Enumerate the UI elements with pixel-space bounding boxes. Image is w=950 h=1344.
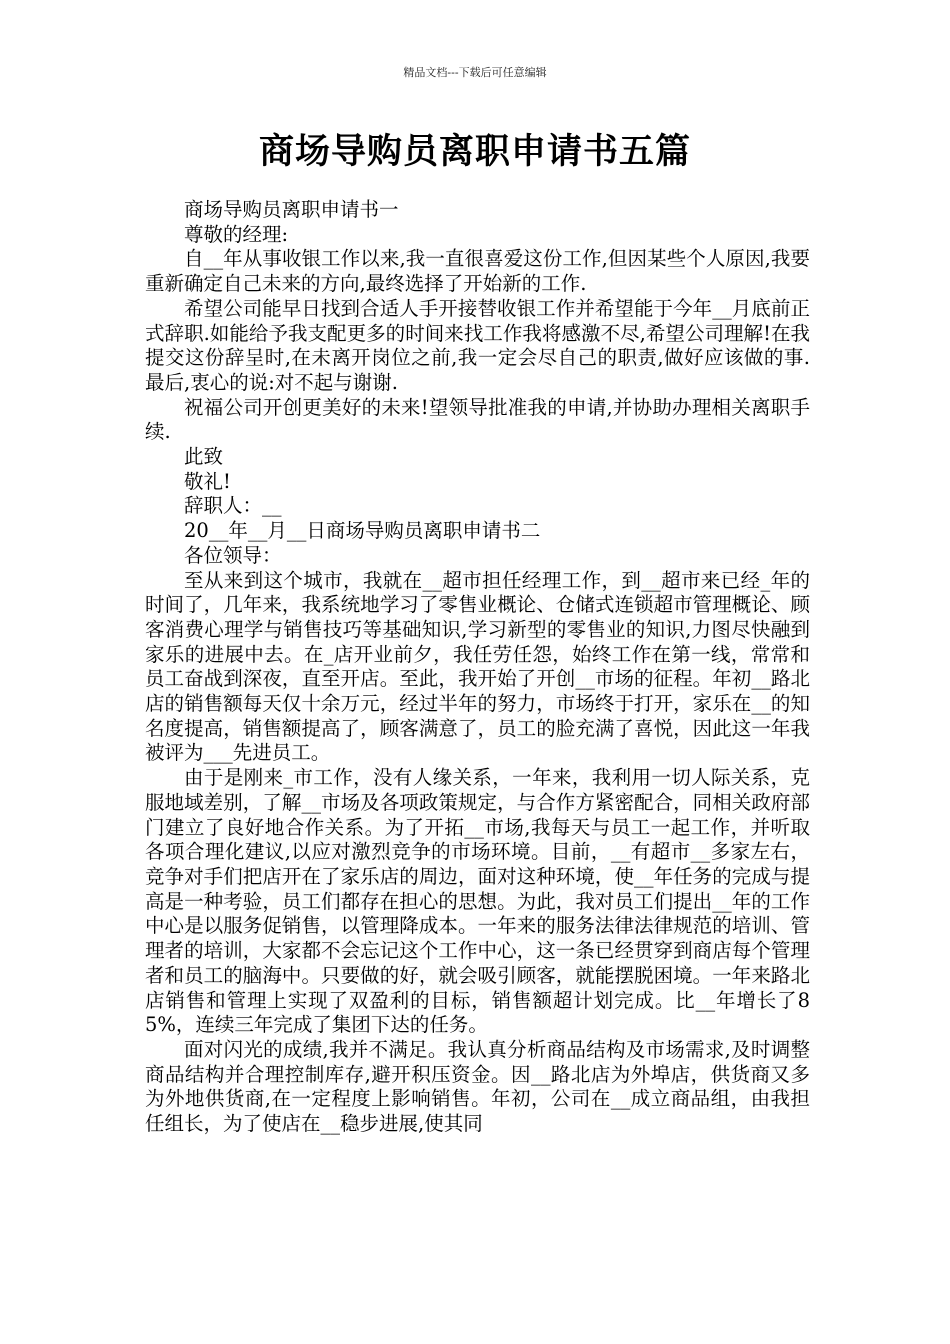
salutation-1: 尊敬的经理: <box>184 222 289 246</box>
paragraph: 面对闪光的成绩,我并不满足。我认真分析商品结构及市场需求,及时调整商品结构并合理控制库存,避开积压资金。因__路北店为外埠店，供货商又多为外地供货商,在一定程度上影响销售。年初，公司在__成立商品组，由我担任组长，为了使店在__稳步进展,使其同 <box>145 1037 810 1136</box>
document-body <box>145 198 810 1137</box>
section-heading-1: 商场导购员离职申请书一 <box>184 198 399 221</box>
paragraph: 希望公司能早日找到合适人手开接替收银工作并希望能于今年__月底前正式辞职.如能给予我支配更多的时间来找工作我将感激不尽,希望公司理解!在我提交这份辞呈时,在未离开岗位之前,我一定会尽自己的职责,做好应该做的事.最后,衷心的说:对不起与谢谢. <box>145 296 810 394</box>
header-note: 精品文档---下载后可任意编辑 <box>403 66 547 79</box>
date-and-section-heading-2: 20__年__月__日商场导购员离职申请书二 <box>184 519 541 543</box>
paragraph: 至从来到这个城市，我就在__超市担任经理工作，到__超市来已经_年的时间了，几年来，我系统地学习了零售业概论、仓储式连锁超市管理概论、顾客消费心理学与销售技巧等基础知识,学习新型的零售业的知识,力图尽快融到家乐的进展中去。在_店开业前夕，我任劳任怨，始终工作在第一线，常常和员工奋战到深夜，直至开店。至此，我开始了开创__市场的征程。年初__路北店的销售额每天仅十余万元，经过半年的努力，市场终于打开，家乐在__的知名度提高，销售额提高了，顾客满意了，员工的脸充满了喜悦，因此这一年我被评为___先进员工。 <box>145 568 810 765</box>
salutation-2: 各位领导： <box>184 543 282 567</box>
closing-line: 此致 <box>184 445 224 469</box>
paragraph: 由于是刚来_市工作，没有人缘关系，一年来，我利用一切人际关系，克服地域差别，了解__市场及各项政策规定，与合作方紧密配合，同相关政府部门建立了良好地合作关系。为了开拓__市场,我每天与员工一起工作，并听取各项合理化建议,以应对激烈竞争的市场环境。目前，__有超市__多家左右，竞争对手们把店开在了家乐店的周边，面对这种环境，使__年任务的完成与提高是一种考验，员工们都存在担心的思想。为此，我对员工们提出__年的工作中心是以服务促销售，以管理降成本。一年来的服务法律法律规范的培训、管理者的培训，大家都不会忘记这个工作中心，这一条已经贯穿到商店每个管理者和员工的脑海中。只要做的好，就会吸引顾客，就能摆脱困境。一年来路北店销售和管理上实现了双盈利的目标，销售额超计划完成。比__年增长了85%，连续三年完成了集团下达的任务。 <box>145 766 810 1037</box>
paragraph: 祝福公司开创更美好的未来!望领导批准我的申请,并协助办理相关离职手续. <box>145 395 810 444</box>
paragraph: 自__年从事收银工作以来,我一直很喜爱这份工作,但因某些个人原因,我要重新确定自己未来的方向,最终选择了开始新的工作. <box>145 247 810 296</box>
closing-line: 敬礼! <box>184 469 231 493</box>
document-title: 商场导购员离职申请书五篇 <box>258 132 691 172</box>
signature-line: 辞职人：__ <box>184 494 282 518</box>
